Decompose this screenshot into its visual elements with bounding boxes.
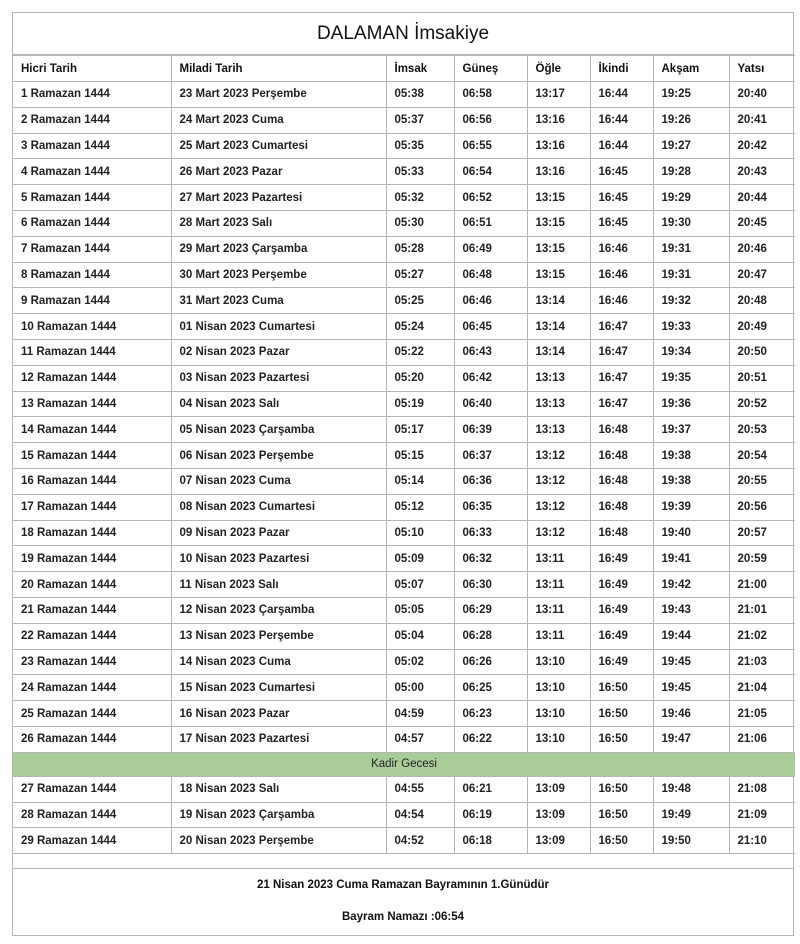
cell-gunes: 06:52 [454,185,527,211]
cell-hicri: 4 Ramazan 1444 [13,159,171,185]
cell-imsak: 05:05 [386,597,454,623]
cell-imsak: 05:22 [386,339,454,365]
cell-gunes: 06:26 [454,649,527,675]
cell-miladi: 17 Nisan 2023 Pazartesi [171,726,386,752]
cell-aksam: 19:48 [653,776,729,802]
cell-yatsi: 20:44 [729,185,795,211]
cell-ikindi: 16:49 [590,649,653,675]
cell-ikindi: 16:45 [590,210,653,236]
cell-ikindi: 16:47 [590,391,653,417]
cell-imsak: 04:55 [386,776,454,802]
cell-gunes: 06:58 [454,82,527,108]
table-row [13,726,795,752]
cell-yatsi: 20:48 [729,288,795,314]
cell-ogle: 13:09 [527,802,590,828]
cell-ogle: 13:11 [527,572,590,598]
cell-gunes: 06:22 [454,726,527,752]
cell-ikindi: 16:49 [590,546,653,572]
cell-hicri: 16 Ramazan 1444 [13,468,171,494]
cell-hicri: 22 Ramazan 1444 [13,623,171,649]
cell-aksam: 19:47 [653,726,729,752]
table-row [13,210,795,236]
cell-imsak: 05:30 [386,210,454,236]
cell-imsak: 05:19 [386,391,454,417]
cell-gunes: 06:33 [454,520,527,546]
cell-aksam: 19:33 [653,314,729,340]
table-row [13,288,795,314]
table-row [13,262,795,288]
cell-miladi: 29 Mart 2023 Çarşamba [171,236,386,262]
table-row [13,443,795,469]
cell-ikindi: 16:48 [590,468,653,494]
cell-hicri: 17 Ramazan 1444 [13,494,171,520]
cell-yatsi: 20:50 [729,339,795,365]
cell-aksam: 19:25 [653,82,729,108]
cell-aksam: 19:32 [653,288,729,314]
cell-imsak: 05:27 [386,262,454,288]
cell-aksam: 19:38 [653,468,729,494]
cell-imsak: 05:12 [386,494,454,520]
cell-ogle: 13:11 [527,597,590,623]
cell-gunes: 06:49 [454,236,527,262]
header-ogle: Öğle [527,56,590,82]
cell-ogle: 13:15 [527,185,590,211]
cell-imsak: 04:52 [386,828,454,854]
cell-imsak: 05:20 [386,365,454,391]
cell-yatsi: 20:41 [729,107,795,133]
table-row [13,802,795,828]
cell-imsak: 05:37 [386,107,454,133]
cell-imsak: 04:57 [386,726,454,752]
special-section [13,752,795,776]
cell-aksam: 19:50 [653,828,729,854]
header-hicri: Hicri Tarih [13,56,171,82]
cell-imsak: 05:35 [386,133,454,159]
table-row [13,236,795,262]
cell-miladi: 03 Nisan 2023 Pazartesi [171,365,386,391]
cell-gunes: 06:51 [454,210,527,236]
table-row [13,468,795,494]
table-row [13,776,795,802]
kadir-gecesi-row [13,752,795,776]
cell-gunes: 06:23 [454,701,527,727]
cell-ikindi: 16:50 [590,828,653,854]
cell-yatsi: 20:40 [729,82,795,108]
cell-gunes: 06:46 [454,288,527,314]
cell-hicri: 9 Ramazan 1444 [13,288,171,314]
cell-hicri: 2 Ramazan 1444 [13,107,171,133]
table-row [13,365,795,391]
cell-ogle: 13:14 [527,339,590,365]
table-row [13,675,795,701]
cell-ogle: 13:15 [527,210,590,236]
cell-ikindi: 16:50 [590,776,653,802]
table-row [13,339,795,365]
bayram-note: 21 Nisan 2023 Cuma Ramazan Bayramının 1.Günüdür [256,879,550,892]
cell-hicri: 24 Ramazan 1444 [13,675,171,701]
cell-gunes: 06:30 [454,572,527,598]
table-row [13,597,795,623]
table-body-a [13,82,795,753]
cell-yatsi: 20:53 [729,417,795,443]
cell-gunes: 06:29 [454,597,527,623]
header-aksam: Akşam [653,56,729,82]
cell-miladi: 26 Mart 2023 Pazar [171,159,386,185]
cell-miladi: 18 Nisan 2023 Salı [171,776,386,802]
cell-ikindi: 16:44 [590,107,653,133]
cell-miladi: 25 Mart 2023 Cumartesi [171,133,386,159]
cell-hicri: 23 Ramazan 1444 [13,649,171,675]
cell-ikindi: 16:47 [590,314,653,340]
cell-aksam: 19:39 [653,494,729,520]
cell-ikindi: 16:47 [590,365,653,391]
cell-ogle: 13:12 [527,468,590,494]
cell-imsak: 05:28 [386,236,454,262]
cell-aksam: 19:44 [653,623,729,649]
cell-yatsi: 20:46 [729,236,795,262]
table-body-b [13,776,795,853]
cell-miladi: 28 Mart 2023 Salı [171,210,386,236]
cell-aksam: 19:35 [653,365,729,391]
cell-hicri: 26 Ramazan 1444 [13,726,171,752]
cell-gunes: 06:37 [454,443,527,469]
cell-gunes: 06:42 [454,365,527,391]
header-yatsi: Yatsı [729,56,795,82]
cell-hicri: 19 Ramazan 1444 [13,546,171,572]
cell-yatsi: 21:06 [729,726,795,752]
cell-gunes: 06:43 [454,339,527,365]
cell-aksam: 19:40 [653,520,729,546]
cell-ikindi: 16:46 [590,288,653,314]
cell-miladi: 24 Mart 2023 Cuma [171,107,386,133]
cell-gunes: 06:45 [454,314,527,340]
cell-miladi: 20 Nisan 2023 Perşembe [171,828,386,854]
cell-imsak: 05:00 [386,675,454,701]
cell-imsak: 05:02 [386,649,454,675]
cell-aksam: 19:31 [653,236,729,262]
cell-imsak: 05:25 [386,288,454,314]
cell-hicri: 14 Ramazan 1444 [13,417,171,443]
cell-hicri: 7 Ramazan 1444 [13,236,171,262]
cell-miladi: 14 Nisan 2023 Cuma [171,649,386,675]
cell-miladi: 10 Nisan 2023 Pazartesi [171,546,386,572]
cell-ogle: 13:12 [527,443,590,469]
cell-yatsi: 21:09 [729,802,795,828]
cell-gunes: 06:19 [454,802,527,828]
cell-ikindi: 16:44 [590,82,653,108]
cell-ikindi: 16:44 [590,133,653,159]
table-row [13,828,795,854]
cell-ogle: 13:10 [527,649,590,675]
table-row [13,82,795,108]
table-row [13,494,795,520]
cell-ikindi: 16:45 [590,159,653,185]
cell-aksam: 19:45 [653,675,729,701]
cell-imsak: 05:33 [386,159,454,185]
cell-hicri: 6 Ramazan 1444 [13,210,171,236]
cell-yatsi: 20:42 [729,133,795,159]
cell-yatsi: 21:01 [729,597,795,623]
cell-hicri: 28 Ramazan 1444 [13,802,171,828]
cell-miladi: 02 Nisan 2023 Pazar [171,339,386,365]
cell-miladi: 23 Mart 2023 Perşembe [171,82,386,108]
imsakiye-container [12,12,794,936]
cell-gunes: 06:18 [454,828,527,854]
cell-hicri: 21 Ramazan 1444 [13,597,171,623]
cell-miladi: 07 Nisan 2023 Cuma [171,468,386,494]
cell-ikindi: 16:50 [590,701,653,727]
footer [13,868,793,931]
cell-gunes: 06:39 [454,417,527,443]
cell-ogle: 13:09 [527,776,590,802]
table-row [13,391,795,417]
cell-gunes: 06:32 [454,546,527,572]
cell-ikindi: 16:46 [590,262,653,288]
cell-hicri: 1 Ramazan 1444 [13,82,171,108]
cell-hicri: 3 Ramazan 1444 [13,133,171,159]
cell-ikindi: 16:48 [590,417,653,443]
cell-ikindi: 16:48 [590,520,653,546]
cell-gunes: 06:56 [454,107,527,133]
cell-gunes: 06:21 [454,776,527,802]
cell-yatsi: 20:59 [729,546,795,572]
cell-imsak: 05:24 [386,314,454,340]
cell-aksam: 19:45 [653,649,729,675]
cell-gunes: 06:36 [454,468,527,494]
cell-imsak: 05:32 [386,185,454,211]
cell-hicri: 18 Ramazan 1444 [13,520,171,546]
cell-ogle: 13:12 [527,494,590,520]
table-row [13,649,795,675]
cell-hicri: 27 Ramazan 1444 [13,776,171,802]
cell-ogle: 13:11 [527,546,590,572]
cell-yatsi: 20:45 [729,210,795,236]
cell-hicri: 5 Ramazan 1444 [13,185,171,211]
cell-yatsi: 21:00 [729,572,795,598]
cell-aksam: 19:38 [653,443,729,469]
cell-miladi: 13 Nisan 2023 Perşembe [171,623,386,649]
cell-hicri: 13 Ramazan 1444 [13,391,171,417]
cell-hicri: 20 Ramazan 1444 [13,572,171,598]
cell-miladi: 19 Nisan 2023 Çarşamba [171,802,386,828]
cell-ogle: 13:13 [527,417,590,443]
cell-ogle: 13:15 [527,236,590,262]
cell-yatsi: 21:10 [729,828,795,854]
table-row [13,159,795,185]
cell-ogle: 13:16 [527,107,590,133]
cell-ogle: 13:17 [527,82,590,108]
cell-hicri: 25 Ramazan 1444 [13,701,171,727]
cell-ogle: 13:09 [527,828,590,854]
cell-yatsi: 20:49 [729,314,795,340]
cell-aksam: 19:49 [653,802,729,828]
cell-ogle: 13:14 [527,288,590,314]
cell-imsak: 05:09 [386,546,454,572]
cell-hicri: 10 Ramazan 1444 [13,314,171,340]
cell-gunes: 06:54 [454,159,527,185]
cell-ogle: 13:13 [527,391,590,417]
cell-aksam: 19:34 [653,339,729,365]
cell-imsak: 05:14 [386,468,454,494]
cell-yatsi: 20:56 [729,494,795,520]
header-row [13,56,795,82]
cell-yatsi: 20:47 [729,262,795,288]
cell-ogle: 13:16 [527,159,590,185]
cell-imsak: 05:04 [386,623,454,649]
table-row [13,546,795,572]
table-row [13,701,795,727]
cell-hicri: 11 Ramazan 1444 [13,339,171,365]
cell-ikindi: 16:45 [590,185,653,211]
cell-yatsi: 21:04 [729,675,795,701]
cell-hicri: 15 Ramazan 1444 [13,443,171,469]
cell-ogle: 13:16 [527,133,590,159]
cell-hicri: 29 Ramazan 1444 [13,828,171,854]
cell-aksam: 19:30 [653,210,729,236]
cell-yatsi: 20:51 [729,365,795,391]
cell-miladi: 01 Nisan 2023 Cumartesi [171,314,386,340]
cell-yatsi: 21:03 [729,649,795,675]
cell-aksam: 19:41 [653,546,729,572]
cell-yatsi: 20:43 [729,159,795,185]
page-title: DALAMAN İmsakiye [13,13,793,55]
cell-hicri: 12 Ramazan 1444 [13,365,171,391]
cell-hicri: 8 Ramazan 1444 [13,262,171,288]
table-row [13,520,795,546]
cell-ogle: 13:13 [527,365,590,391]
cell-miladi: 11 Nisan 2023 Salı [171,572,386,598]
table-row [13,417,795,443]
cell-miladi: 08 Nisan 2023 Cumartesi [171,494,386,520]
cell-miladi: 15 Nisan 2023 Cumartesi [171,675,386,701]
cell-ikindi: 16:49 [590,597,653,623]
cell-miladi: 27 Mart 2023 Pazartesi [171,185,386,211]
cell-ogle: 13:11 [527,623,590,649]
prayer-times-table [13,55,795,854]
cell-imsak: 04:54 [386,802,454,828]
header-gunes: Güneş [454,56,527,82]
cell-gunes: 06:35 [454,494,527,520]
cell-ikindi: 16:48 [590,443,653,469]
cell-yatsi: 20:57 [729,520,795,546]
cell-yatsi: 20:54 [729,443,795,469]
cell-aksam: 19:26 [653,107,729,133]
cell-ogle: 13:14 [527,314,590,340]
cell-ogle: 13:10 [527,675,590,701]
cell-miladi: 31 Mart 2023 Cuma [171,288,386,314]
cell-aksam: 19:29 [653,185,729,211]
cell-gunes: 06:48 [454,262,527,288]
cell-ikindi: 16:47 [590,339,653,365]
cell-aksam: 19:46 [653,701,729,727]
cell-ikindi: 16:46 [590,236,653,262]
cell-aksam: 19:43 [653,597,729,623]
cell-ikindi: 16:50 [590,726,653,752]
cell-ikindi: 16:48 [590,494,653,520]
table-row [13,107,795,133]
bayram-namazi: Bayram Namazı :06:54 [341,911,465,924]
cell-aksam: 19:42 [653,572,729,598]
cell-yatsi: 21:02 [729,623,795,649]
cell-ikindi: 16:49 [590,572,653,598]
cell-ogle: 13:10 [527,701,590,727]
cell-ogle: 13:12 [527,520,590,546]
cell-miladi: 05 Nisan 2023 Çarşamba [171,417,386,443]
header-ikindi: İkindi [590,56,653,82]
cell-imsak: 05:38 [386,82,454,108]
table-row [13,572,795,598]
header-imsak: İmsak [386,56,454,82]
cell-ogle: 13:15 [527,262,590,288]
header-miladi: Miladi Tarih [171,56,386,82]
cell-aksam: 19:27 [653,133,729,159]
cell-miladi: 30 Mart 2023 Perşembe [171,262,386,288]
cell-miladi: 16 Nisan 2023 Pazar [171,701,386,727]
cell-gunes: 06:55 [454,133,527,159]
cell-yatsi: 21:05 [729,701,795,727]
cell-yatsi: 20:55 [729,468,795,494]
table-row [13,185,795,211]
cell-imsak: 05:10 [386,520,454,546]
cell-ikindi: 16:50 [590,675,653,701]
cell-ikindi: 16:50 [590,802,653,828]
cell-imsak: 05:17 [386,417,454,443]
cell-miladi: 12 Nisan 2023 Çarşamba [171,597,386,623]
cell-aksam: 19:37 [653,417,729,443]
cell-miladi: 09 Nisan 2023 Pazar [171,520,386,546]
cell-gunes: 06:25 [454,675,527,701]
cell-aksam: 19:31 [653,262,729,288]
cell-aksam: 19:28 [653,159,729,185]
cell-gunes: 06:28 [454,623,527,649]
cell-imsak: 05:15 [386,443,454,469]
table-row [13,623,795,649]
cell-imsak: 04:59 [386,701,454,727]
table-row [13,314,795,340]
kadir-gecesi-label: Kadir Gecesi [13,752,795,776]
cell-yatsi: 20:52 [729,391,795,417]
cell-ikindi: 16:49 [590,623,653,649]
cell-miladi: 04 Nisan 2023 Salı [171,391,386,417]
cell-ogle: 13:10 [527,726,590,752]
cell-imsak: 05:07 [386,572,454,598]
cell-gunes: 06:40 [454,391,527,417]
table-row [13,133,795,159]
cell-yatsi: 21:08 [729,776,795,802]
cell-miladi: 06 Nisan 2023 Perşembe [171,443,386,469]
cell-aksam: 19:36 [653,391,729,417]
